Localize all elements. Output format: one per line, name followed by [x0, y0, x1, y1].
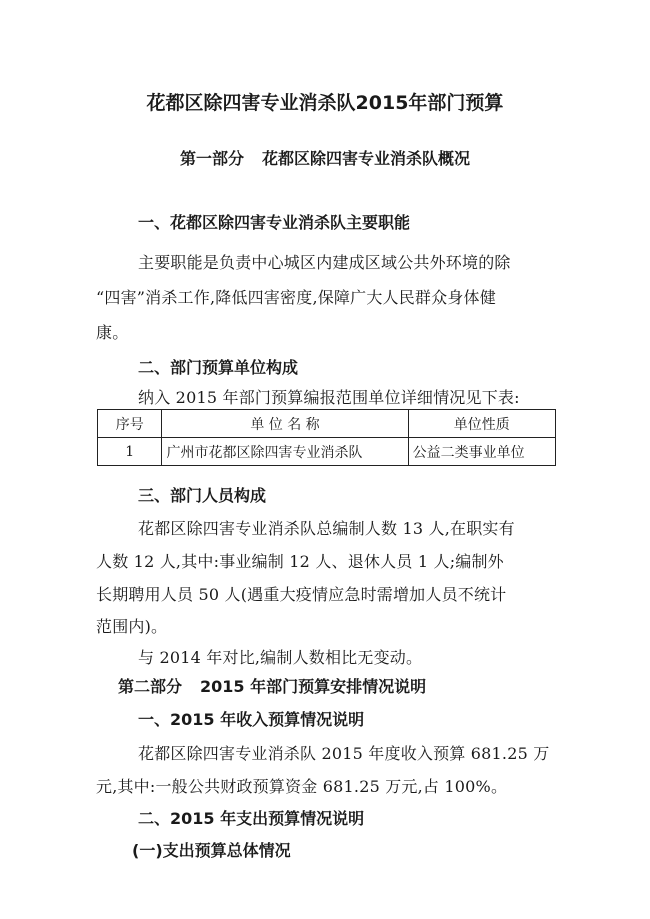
table-row — [98, 438, 556, 466]
budget-units-table — [97, 409, 556, 466]
section-3-line-2: 人数 12 人,其中:事业编制 12 人、退休人员 1 人;编制外 — [96, 552, 504, 571]
table-cell-nature: 公益二类事业单位 — [408, 438, 555, 466]
part-one-label: 第一部分 — [179, 149, 244, 168]
income-heading: 一、2015 年收入预算情况说明 — [138, 710, 365, 729]
table-header-name: 单 位 名 称 — [162, 410, 408, 438]
table-cell-name: 广州市花都区除四害专业消杀队 — [162, 438, 408, 466]
section-3-heading: 三、部门人员构成 — [138, 486, 267, 505]
section-2-heading: 二、部门预算单位构成 — [138, 358, 299, 377]
section-2-intro: 纳入 2015 年部门预算编报范围单位详细情况见下表: — [138, 388, 520, 407]
part-one-text: 花都区除四害专业消杀队概况 — [262, 149, 471, 168]
part-one-heading — [0, 146, 650, 169]
section-1-heading: 一、花都区除四害专业消杀队主要职能 — [138, 213, 411, 232]
expense-subheading: (一)支出预算总体情况 — [132, 841, 291, 860]
section-3-line-1: 花都区除四害专业消杀队总编制人数 13 人,在职实有 — [138, 519, 515, 538]
table-header-no: 序号 — [98, 410, 162, 438]
section-1-line-1: 主要职能是负责中心城区内建成区域公共外环境的除 — [138, 253, 511, 272]
section-1-line-2: “四害”消杀工作,降低四害密度,保障广大人民群众身体健 — [96, 288, 496, 307]
expense-heading: 二、2015 年支出预算情况说明 — [138, 809, 365, 828]
income-line-1: 花都区除四害专业消杀队 2015 年度收入预算 681.25 万 — [138, 744, 550, 763]
table-header-nature: 单位性质 — [408, 410, 555, 438]
part-two-heading — [118, 674, 426, 697]
part-two-text: 2015 年部门预算安排情况说明 — [200, 677, 427, 696]
income-line-2: 元,其中:一般公共财政预算资金 681.25 万元,占 100%。 — [96, 777, 508, 796]
section-3-line-3: 长期聘用人员 50 人(遇重大疫情应急时需增加人员不统计 — [96, 585, 507, 604]
section-3-compare: 与 2014 年对比,编制人数相比无变动。 — [138, 648, 423, 667]
part-two-label: 第二部分 — [118, 677, 183, 696]
section-3-line-4: 范围内)。 — [96, 617, 168, 636]
document-title: 花都区除四害专业消杀队2015年部门预算 — [146, 92, 504, 114]
table-header-row — [98, 410, 556, 438]
section-1-line-3: 康。 — [96, 323, 129, 342]
table-cell-no: 1 — [98, 438, 162, 466]
